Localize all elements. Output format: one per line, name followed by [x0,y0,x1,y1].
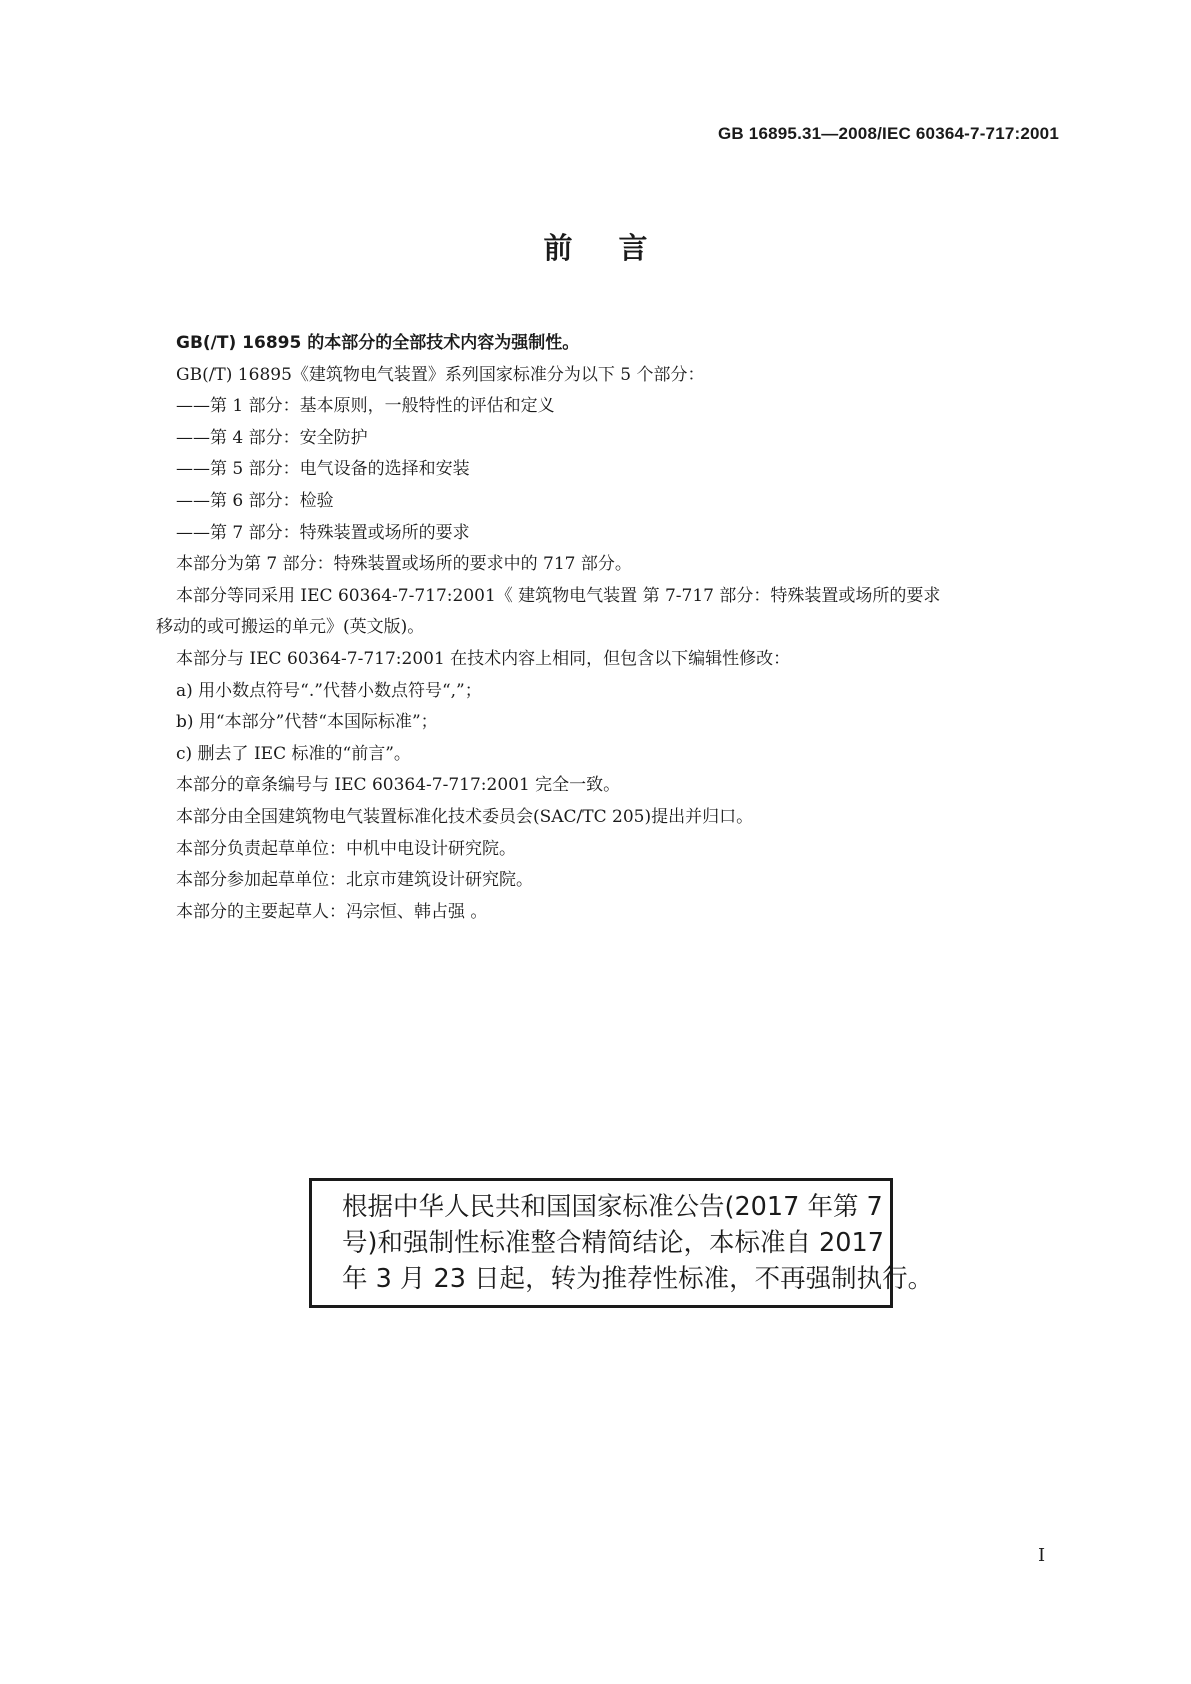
paragraph-part-scope: 本部分为第 7 部分：特殊装置或场所的要求中的 717 部分。 [176,554,632,575]
paragraph-drafting-unit: 本部分负责起草单位：中机中电设计研究院。 [176,838,516,859]
standard-code-header: GB 16895.31—2008/IEC 60364-7-717:2001 [717,124,1059,143]
list-item-modification-c: c) 删去了 IEC 标准的“前言”。 [176,743,411,764]
paragraph-adoption-continued: 移动的或可搬运的单元》(英文版)。 [156,617,425,638]
paragraph-drafters: 本部分的主要起草人：冯宗恒、韩占强 。 [176,901,488,922]
paragraph-proposer: 本部分由全国建筑物电气装置标准化技术委员会(SAC/TC 205)提出并归口。 [176,806,754,827]
list-item-part-6: ——第 6 部分：检验 [176,490,334,511]
list-item-modification-a: a) 用小数点符号“.”代替小数点符号“,”； [176,680,482,701]
paragraph-clause-numbering: 本部分的章条编号与 IEC 60364-7-717:2001 完全一致。 [176,775,621,796]
paragraph-adoption: 本部分等同采用 IEC 60364-7-717:2001《 建筑物电气装置 第 7-717 部分：特殊装置或场所的要求 [176,585,941,606]
list-item-part-1: ——第 1 部分：基本原则，一般特性的评估和定义 [176,396,555,417]
mandatory-statement: GB(/T) 16895 的本部分的全部技术内容为强制性。 [176,333,580,353]
notice-line: 号)和强制性标准整合精简结论，本标准自 2017 [342,1228,884,1258]
page-number: I [1038,1545,1046,1566]
list-item-part-4: ——第 4 部分：安全防护 [176,427,368,448]
foreword-body [158,328,1058,928]
notice-line: 根据中华人民共和国国家标准公告(2017 年第 7 [342,1192,883,1222]
paragraph-participating-unit: 本部分参加起草单位：北京市建筑设计研究院。 [176,870,533,891]
page-title: 前言 [543,231,694,265]
notice-box [309,1178,934,1308]
list-item-part-7: ——第 7 部分：特殊装置或场所的要求 [176,522,470,543]
paragraph-series-intro: GB(/T) 16895《建筑物电气装置》系列国家标准分为以下 5 个部分： [176,364,705,385]
list-item-modification-b: b) 用“本部分”代替“本国际标准”； [176,712,438,733]
paragraph-modifications-intro: 本部分与 IEC 60364-7-717:2001 在技术内容上相同，但包含以下编辑性修改： [176,648,791,669]
notice-line: 年 3 月 23 日起，转为推荐性标准，不再强制执行。 [342,1264,934,1294]
list-item-part-5: ——第 5 部分：电气设备的选择和安装 [176,459,470,480]
